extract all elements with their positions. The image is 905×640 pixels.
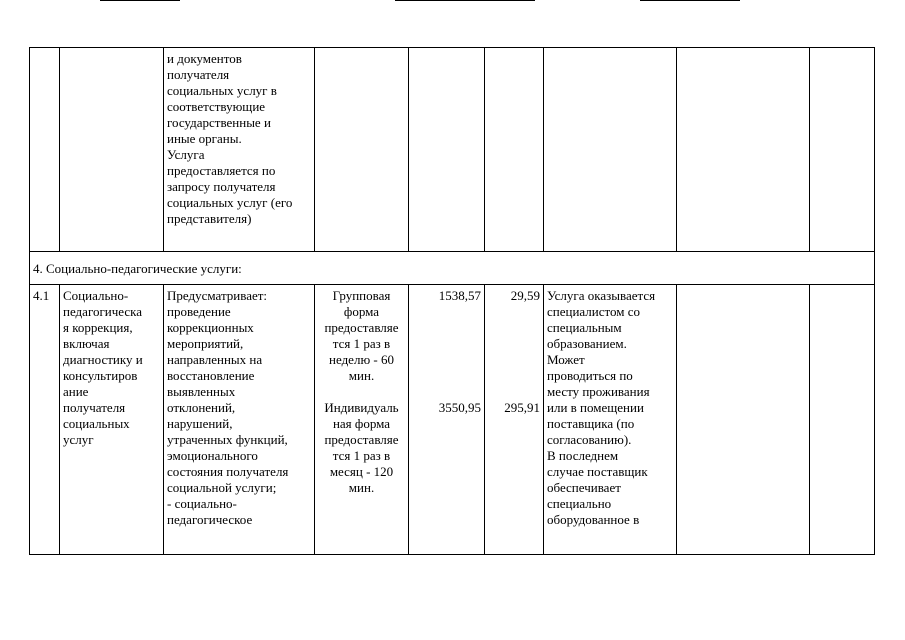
service-description: Предусматривает: проведение коррекционных мероприятий, направленных на восстановление выявленных отклонений, нарушений, утраченных функций, эмоционального состояния получателя социальной услуги; - социально- педагогическое [164,285,315,555]
service-description-continued: и документов получателя социальных услуг в соответствующие государственные и иные органы. Услуга предоставляется по запросу получателя социальных услуг (его представителя) [164,48,315,252]
cost-cell [485,285,544,555]
form-individual-text: Индивидуаль ная форма предоставляе тся 1 раз в месяц - 120 мин. [324,400,399,495]
table-row-4-1 [30,285,875,555]
cost-individual: 295,91 [504,400,540,415]
service-conditions: Услуга оказывается специалистом со специальным образованием. Может проводиться по месту проживания или в помещении поставщика (по согласованию). В последнем случае поставщик обеспечивает специально оборудованное в [544,285,677,555]
cell-last-4-1 [810,285,875,555]
cell-conditions-empty [544,48,677,252]
cell-extra-empty [677,48,810,252]
services-table [29,47,875,555]
table-row-continued [30,48,875,252]
section-header: 4. Социально-педагогические услуги: [30,252,875,285]
form-group-text: Групповая форма предоставляе тся 1 раз в неделю - 60 мин. [324,288,399,383]
cell-last-empty [810,48,875,252]
page-top-rule-right [640,0,740,1]
cell-extra-4-1 [677,285,810,555]
cell-cost-empty [485,48,544,252]
service-name: Социально- педагогическа я коррекция, включая диагностику и консультиров ание получателя социальных услуг [60,285,164,555]
tariff-group: 1538,57 [438,288,481,303]
page-top-rule-mid [395,0,535,1]
cost-group: 29,59 [510,288,540,303]
service-number: 4.1 [30,285,60,555]
service-form-cell [315,285,409,555]
cell-tariff-empty [409,48,485,252]
cell-num-empty [30,48,60,252]
cell-name-empty [60,48,164,252]
cell-form-empty [315,48,409,252]
tariff-cell [409,285,485,555]
section-header-row [30,252,875,285]
tariff-individual: 3550,95 [438,400,481,415]
page-top-rule-left [100,0,180,1]
